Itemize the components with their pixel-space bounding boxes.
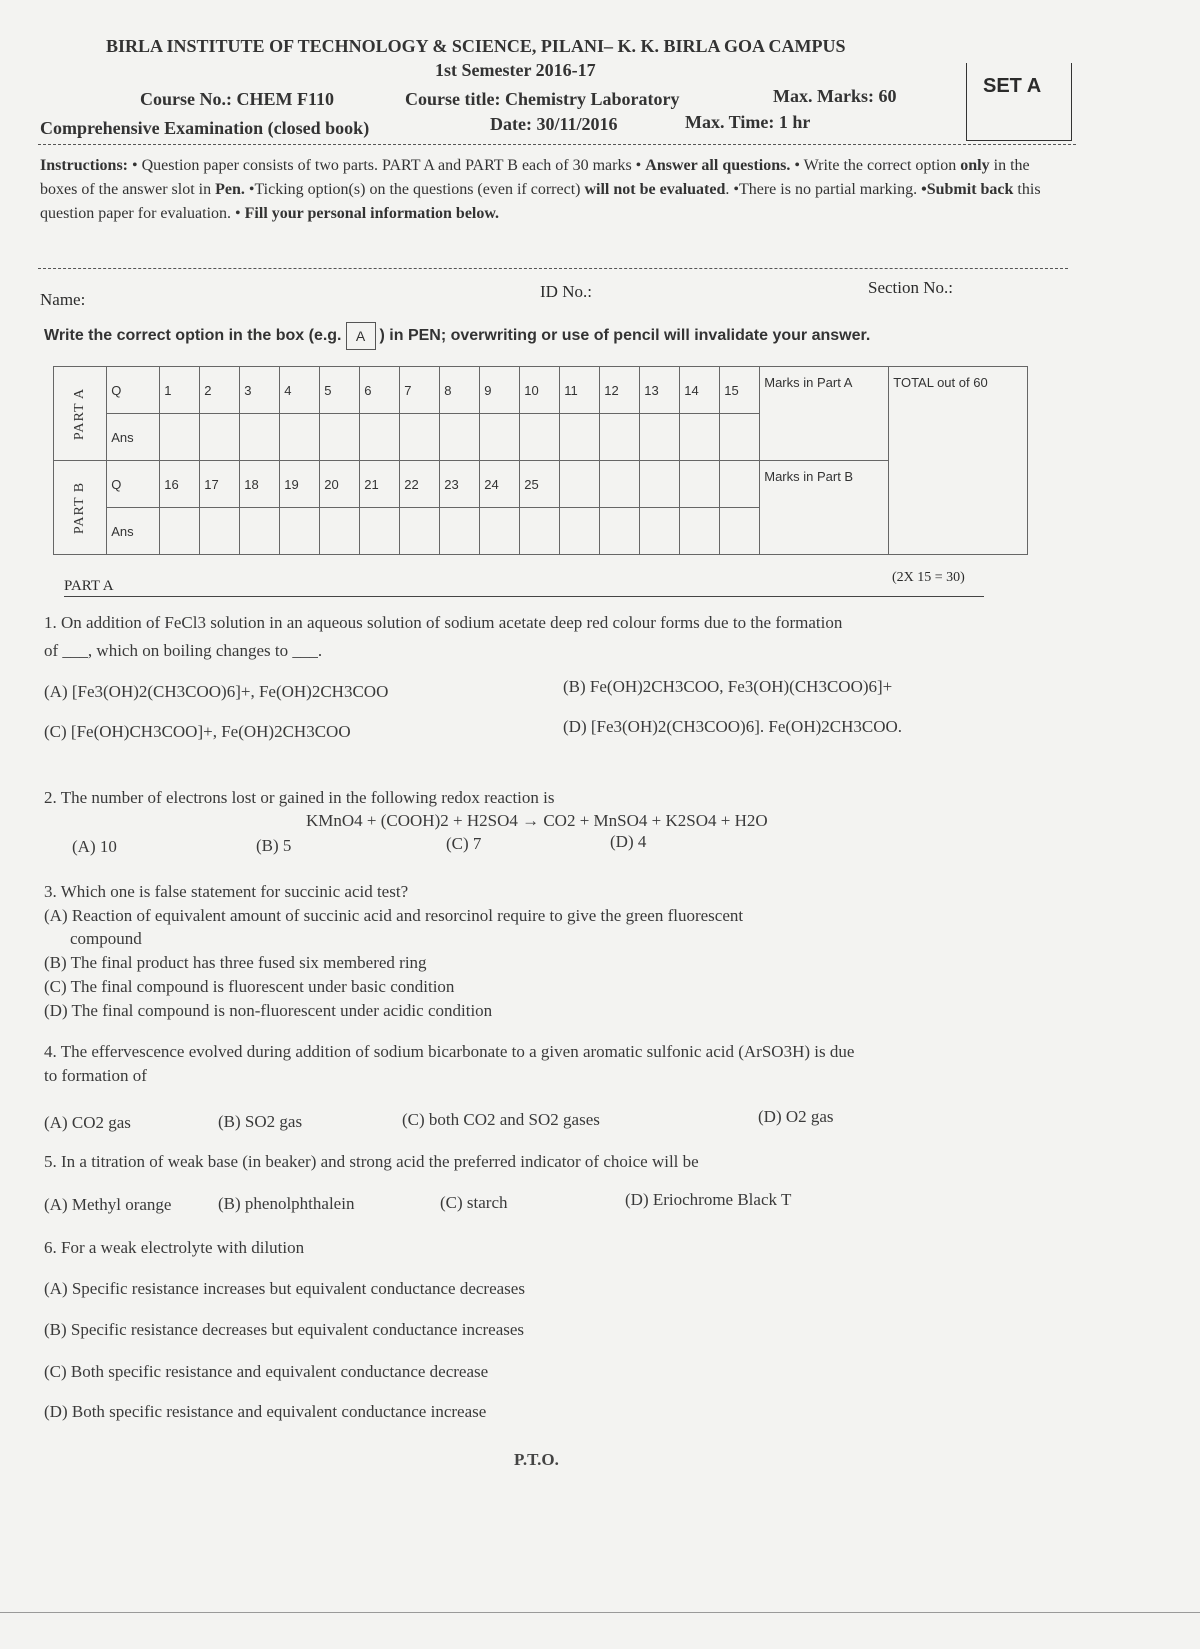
pto-footer: P.T.O. bbox=[514, 1450, 559, 1469]
q-number: 19 bbox=[280, 461, 320, 508]
q-number: 8 bbox=[440, 367, 480, 414]
answer-cell[interactable] bbox=[240, 508, 280, 555]
q-number: 24 bbox=[480, 461, 520, 508]
q5-option-a: (A) Methyl orange bbox=[44, 1195, 172, 1214]
q1-option-b: (B) Fe(OH)2CH3COO, Fe3(OH)(CH3COO)6]+ bbox=[563, 677, 893, 696]
answer-cell[interactable] bbox=[360, 508, 400, 555]
section-field-label: Section No.: bbox=[868, 278, 953, 297]
q-number bbox=[640, 461, 680, 508]
part-b-label: PART B bbox=[72, 481, 88, 535]
q6-stem: 6. For a weak electrolyte with dilution bbox=[44, 1238, 305, 1257]
q-number: 21 bbox=[360, 461, 400, 508]
set-label: SET A bbox=[983, 75, 1042, 97]
q2-option-b: (B) 5 bbox=[256, 836, 292, 855]
part-a-label: PART A bbox=[72, 387, 88, 441]
answer-cell[interactable] bbox=[160, 414, 200, 461]
name-field-label: Name: bbox=[40, 290, 86, 309]
answer-cell[interactable] bbox=[480, 508, 520, 555]
answer-cell[interactable] bbox=[640, 414, 680, 461]
q-number bbox=[680, 461, 720, 508]
course-title: Course title: Chemistry Laboratory bbox=[405, 89, 680, 109]
instructions-text: • Write the correct option bbox=[794, 157, 961, 174]
answer-cell[interactable] bbox=[600, 414, 640, 461]
course-no: Course No.: CHEM F110 bbox=[140, 89, 334, 109]
q6-option-a: (A) Specific resistance increases but equivalent conductance decreases bbox=[44, 1279, 525, 1298]
instructions bbox=[40, 154, 1070, 226]
instructions-text: in the boxes of the answer slot in bbox=[40, 157, 1030, 198]
part-a-marks: (2X 15 = 30) bbox=[892, 570, 965, 585]
answer-cell[interactable] bbox=[200, 508, 240, 555]
divider bbox=[38, 144, 1076, 145]
part-b-question-row bbox=[54, 461, 1028, 508]
part-b-label-cell bbox=[54, 461, 107, 555]
q2-option-c: (C) 7 bbox=[446, 834, 482, 853]
instructions-text: Pen. bbox=[215, 181, 245, 198]
q-number: 18 bbox=[240, 461, 280, 508]
q-number: 23 bbox=[440, 461, 480, 508]
set-box bbox=[966, 63, 1072, 141]
q2-stem: 2. The number of electrons lost or gained in the following redox reaction is bbox=[44, 788, 555, 807]
marks-part-b[interactable]: Marks in Part B bbox=[760, 461, 889, 555]
divider bbox=[38, 268, 1068, 269]
q5-option-d: (D) Eriochrome Black T bbox=[625, 1190, 792, 1209]
semester: 1st Semester 2016-17 bbox=[435, 60, 596, 80]
part-a-question-row bbox=[54, 367, 1028, 414]
q6-option-c: (C) Both specific resistance and equivalent conductance decrease bbox=[44, 1362, 489, 1381]
answer-cell[interactable] bbox=[280, 414, 320, 461]
q-number: 7 bbox=[400, 367, 440, 414]
q6-option-b: (B) Specific resistance decreases but equivalent conductance increases bbox=[44, 1320, 525, 1339]
q4-stem: 4. The effervescence evolved during addition of sodium bicarbonate to a given aromatic sulfonic acid (ArSO3H) is due bbox=[44, 1042, 855, 1061]
q-number: 16 bbox=[160, 461, 200, 508]
q3-option-a: (A) Reaction of equivalent amount of succinic acid and resorcinol require to give the green fluorescent bbox=[44, 906, 744, 925]
answer-cell[interactable] bbox=[360, 414, 400, 461]
q-number: 14 bbox=[680, 367, 720, 414]
answer-cell[interactable] bbox=[320, 508, 360, 555]
answer-cell[interactable] bbox=[520, 414, 560, 461]
q-number: 22 bbox=[400, 461, 440, 508]
instructions-text: will not be evaluated bbox=[584, 181, 726, 198]
answer-cell[interactable] bbox=[560, 414, 600, 461]
instructions-text: •Submit back bbox=[921, 181, 1014, 198]
q3-option-a-cont: compound bbox=[70, 929, 142, 948]
write-note bbox=[44, 322, 870, 350]
q-number: 12 bbox=[600, 367, 640, 414]
q-label: Q bbox=[107, 367, 160, 414]
exam-date: Date: 30/11/2016 bbox=[490, 114, 618, 134]
q-number: 13 bbox=[640, 367, 680, 414]
example-answer-box: A bbox=[346, 322, 376, 350]
answer-cell bbox=[560, 508, 600, 555]
q3-option-b: (B) The final product has three fused six membered ring bbox=[44, 953, 427, 972]
answer-cell[interactable] bbox=[680, 414, 720, 461]
q6-option-d: (D) Both specific resistance and equivalent conductance increase bbox=[44, 1402, 487, 1421]
q2-option-a: (A) 10 bbox=[72, 837, 117, 856]
q4-option-c: (C) both CO2 and SO2 gases bbox=[402, 1110, 600, 1129]
instructions-text: . •There is no partial marking. bbox=[725, 181, 922, 198]
answer-cell[interactable] bbox=[440, 508, 480, 555]
total-marks[interactable]: TOTAL out of 60 bbox=[889, 367, 1028, 555]
answer-cell bbox=[600, 508, 640, 555]
max-marks: Max. Marks: 60 bbox=[773, 86, 897, 106]
answer-cell[interactable] bbox=[160, 508, 200, 555]
answer-cell bbox=[720, 508, 760, 555]
answer-cell[interactable] bbox=[400, 414, 440, 461]
q-number: 1 bbox=[160, 367, 200, 414]
answer-cell bbox=[680, 508, 720, 555]
q-number: 4 bbox=[280, 367, 320, 414]
write-note-post: ) in PEN; overwriting or use of pencil will invalidate your answer. bbox=[379, 327, 871, 345]
id-field-label: ID No.: bbox=[540, 282, 592, 301]
q1-option-c: (C) [Fe(OH)CH3COO]+, Fe(OH)2CH3COO bbox=[44, 722, 351, 741]
answer-cell[interactable] bbox=[200, 414, 240, 461]
q-number: 15 bbox=[720, 367, 760, 414]
q-number: 9 bbox=[480, 367, 520, 414]
write-note-pre: Write the correct option in the box (e.g. bbox=[44, 327, 342, 345]
q-number: 10 bbox=[520, 367, 560, 414]
q5-option-b: (B) phenolphthalein bbox=[218, 1194, 355, 1213]
q-number: 11 bbox=[560, 367, 600, 414]
answer-grid bbox=[53, 366, 1028, 555]
instructions-text: only bbox=[960, 157, 990, 174]
answer-cell[interactable] bbox=[440, 414, 480, 461]
ans-label: Ans bbox=[107, 508, 160, 555]
q-number bbox=[560, 461, 600, 508]
answer-cell[interactable] bbox=[280, 508, 320, 555]
answer-cell[interactable] bbox=[400, 508, 440, 555]
q-number: 17 bbox=[200, 461, 240, 508]
q3-option-c: (C) The final compound is fluorescent under basic condition bbox=[44, 977, 455, 996]
part-a-label-cell bbox=[54, 367, 107, 461]
q4-option-a: (A) CO2 gas bbox=[44, 1113, 131, 1132]
q4-option-b: (B) SO2 gas bbox=[218, 1112, 303, 1131]
q-number bbox=[600, 461, 640, 508]
answer-cell[interactable] bbox=[480, 414, 520, 461]
max-time: Max. Time: 1 hr bbox=[685, 112, 811, 132]
q3-stem: 3. Which one is false statement for succinic acid test? bbox=[44, 882, 409, 901]
answer-cell bbox=[640, 508, 680, 555]
answer-cell[interactable] bbox=[320, 414, 360, 461]
q1-option-d: (D) [Fe3(OH)2(CH3COO)6]. Fe(OH)2CH3COO. bbox=[563, 717, 903, 736]
instructions-text: Answer all questions. bbox=[645, 157, 791, 174]
q-number: 6 bbox=[360, 367, 400, 414]
q-number: 5 bbox=[320, 367, 360, 414]
q-label: Q bbox=[107, 461, 160, 508]
q1-stem: 1. On addition of FeCl3 solution in an aqueous solution of sodium acetate deep red colour forms due to the formation bbox=[44, 613, 843, 632]
marks-part-a[interactable]: Marks in Part A bbox=[760, 367, 889, 461]
q-number bbox=[720, 461, 760, 508]
q-number: 2 bbox=[200, 367, 240, 414]
exam-type: Comprehensive Examination (closed book) bbox=[40, 118, 370, 138]
ans-label: Ans bbox=[107, 414, 160, 461]
instructions-text: this question paper for evaluation. • bbox=[40, 181, 1041, 222]
page-edge bbox=[0, 1612, 1200, 1613]
instructions-text: • Question paper consists of two parts. PART A and PART B each of 30 marks • bbox=[128, 157, 646, 174]
q4-option-d: (D) O2 gas bbox=[758, 1107, 834, 1126]
institute-name: BIRLA INSTITUTE OF TECHNOLOGY & SCIENCE, PILANI– K. K. BIRLA GOA CAMPUS bbox=[106, 36, 846, 56]
q1-stem-2: of ___, which on boiling changes to ___. bbox=[44, 641, 323, 660]
q3-option-d: (D) The final compound is non-fluorescent under acidic condition bbox=[44, 1001, 493, 1020]
part-a-title: PART A bbox=[64, 578, 114, 594]
instructions-text: Fill your personal information below. bbox=[244, 205, 500, 222]
q5-stem: 5. In a titration of weak base (in beaker) and strong acid the preferred indicator of choice will be bbox=[44, 1152, 699, 1171]
answer-cell[interactable] bbox=[520, 508, 560, 555]
instructions-text: •Ticking option(s) on the questions (even if correct) bbox=[244, 181, 585, 198]
q-number: 3 bbox=[240, 367, 280, 414]
q5-option-c: (C) starch bbox=[440, 1193, 508, 1212]
instructions-lead: Instructions: bbox=[40, 157, 129, 174]
q4-stem-2: to formation of bbox=[44, 1066, 147, 1085]
part-a-rule bbox=[64, 596, 984, 597]
q-number: 25 bbox=[520, 461, 560, 508]
q-number: 20 bbox=[320, 461, 360, 508]
answer-cell[interactable] bbox=[720, 414, 760, 461]
q1-option-a: (A) [Fe3(OH)2(CH3COO)6]+, Fe(OH)2CH3COO bbox=[44, 682, 389, 701]
q2-equation: KMnO4 + (COOH)2 + H2SO4 → CO2 + MnSO4 + K2SO4 + H2O bbox=[306, 811, 768, 830]
q2-option-d: (D) 4 bbox=[610, 832, 647, 851]
answer-cell[interactable] bbox=[240, 414, 280, 461]
